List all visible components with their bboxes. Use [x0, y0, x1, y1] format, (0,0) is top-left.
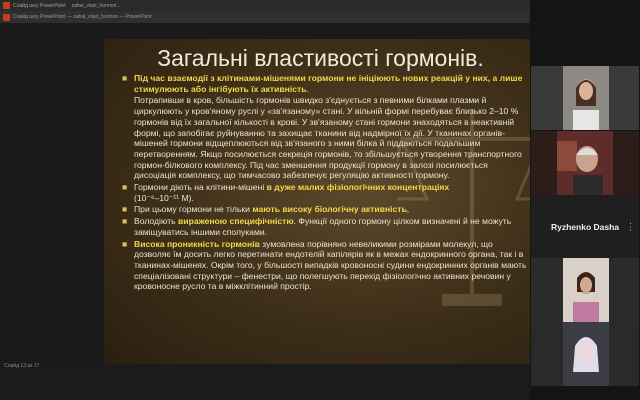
- bullet-4: [120, 216, 530, 237]
- bullet-5-text: зумовлена порівняно невеликими розмірами молекул, що дозволяє їм досить легко перетинати ендотелій капілярів як в межах ендокринного органа, так і в тканинах-мішенях. Окрім того, у більшості випадків кровоносні судини ендокринних органів мають спеціалізовані структури – фенестри, що полегшують перехід фізіологічно активних речовин у кровоносне русло та в міжклітинний простір.: [134, 238, 527, 292]
- bullet-2-text-b: (10⁻⁶–10⁻¹¹ М).: [134, 192, 194, 203]
- file-title: zahal_vlast_hormon...: [71, 2, 121, 9]
- paragraph-1: Потрапивши в кров, більшість гормонів швидко з'єднується з певними білками плазми й циркулюють у кров'яному руслі у «зв'язаному» стані. У вільній формі перебуває близько 2–10 % гормонів від їх загальної кількості в крові. У зв'язаному стані гормони знаходяться в неактивній формі, що запобігає руйнуванню та захищає тканини від надмірної їх дії. У тканинах органів-мішеней гормони відщеплюються від зв'язаного з ними білка й піддаються подальшим перетворенням. Якщо посилюється секреція гормонів, то збільшується утворення транспортного гормон-білкового комплексу. Під час зменшення продукції гормону в залозі посилюється дисоціація комплексу, що тимчасово забезпечує регуляцію активності гормону.: [134, 95, 522, 181]
- tab-label[interactable]: Слайд шоу PowerPoint — zahal_vlast_hormon — PowerPoint: [13, 14, 152, 20]
- bullet-4-text: Володіють: [134, 216, 179, 227]
- bullet-2-bold: в дуже малих фізіологічних концентраціях: [266, 182, 450, 193]
- slide-title: Загальні властивості гормонів.: [157, 45, 484, 71]
- more-options-icon[interactable]: ⋮: [626, 221, 635, 232]
- bullet-mark-icon: ■: [122, 73, 128, 83]
- slide-body: [120, 73, 530, 293]
- bullet-5-bold: Висока проникність гормонів: [134, 238, 260, 249]
- bullet-mark-icon: ■: [122, 204, 128, 215]
- slide-area: [0, 23, 530, 362]
- bullet-mark-icon: ■: [122, 182, 128, 193]
- bullet-5: [120, 239, 530, 293]
- participant-video: [563, 66, 609, 130]
- bullet-1: [120, 73, 530, 94]
- bullet-1-end: .: [306, 83, 309, 94]
- participant-tile[interactable]: [531, 131, 639, 195]
- bullet-2-text: Гормони діють на клітини-мішені: [134, 182, 267, 193]
- bullet-3-end: ,: [406, 204, 410, 215]
- powerpoint-icon: [3, 2, 10, 9]
- slide[interactable]: [104, 39, 537, 364]
- bullet-3-bold-2: високу біологічну активність: [282, 204, 407, 215]
- participant-video: [563, 258, 609, 322]
- participant-video: [557, 131, 613, 195]
- window-title: Слайд шоу PowerPoint: [13, 2, 66, 9]
- participants-panel: [530, 0, 640, 400]
- participant-tile-named[interactable]: [531, 195, 639, 259]
- bullet-mark-icon: ■: [122, 238, 128, 249]
- bullet-2: [120, 182, 530, 203]
- bullet-3-bold-1: мають: [252, 204, 280, 215]
- participant-tile[interactable]: [531, 258, 639, 322]
- slide-counter: Слайд 13 из 17: [4, 363, 40, 369]
- bullet-4-bold: вираженою специфічністю: [178, 216, 294, 227]
- bullet-3-text: При цьому гормони не тільки: [134, 204, 253, 215]
- participant-name: Ryzhenko Dasha: [550, 222, 620, 232]
- bullet-mark-icon: ■: [122, 216, 128, 227]
- participant-tile[interactable]: [531, 66, 639, 130]
- powerpoint-tab-icon: [3, 14, 10, 21]
- participant-tile[interactable]: [531, 322, 639, 386]
- bullet-4-text-b: . Функції одного гормону цілком визначені й не можуть заміщуватись іншими сполуками.: [134, 216, 512, 237]
- bullet-3: [120, 204, 530, 215]
- participant-video: [563, 322, 609, 386]
- title-bar: [0, 0, 530, 11]
- tab-bar[interactable]: [0, 11, 530, 23]
- bullet-1-bold: Під час взаємодії з клітинами-мішенями гормони не ініціюють нових реакцій у них, а лише стимулюють або інгібують їх активність: [134, 73, 523, 94]
